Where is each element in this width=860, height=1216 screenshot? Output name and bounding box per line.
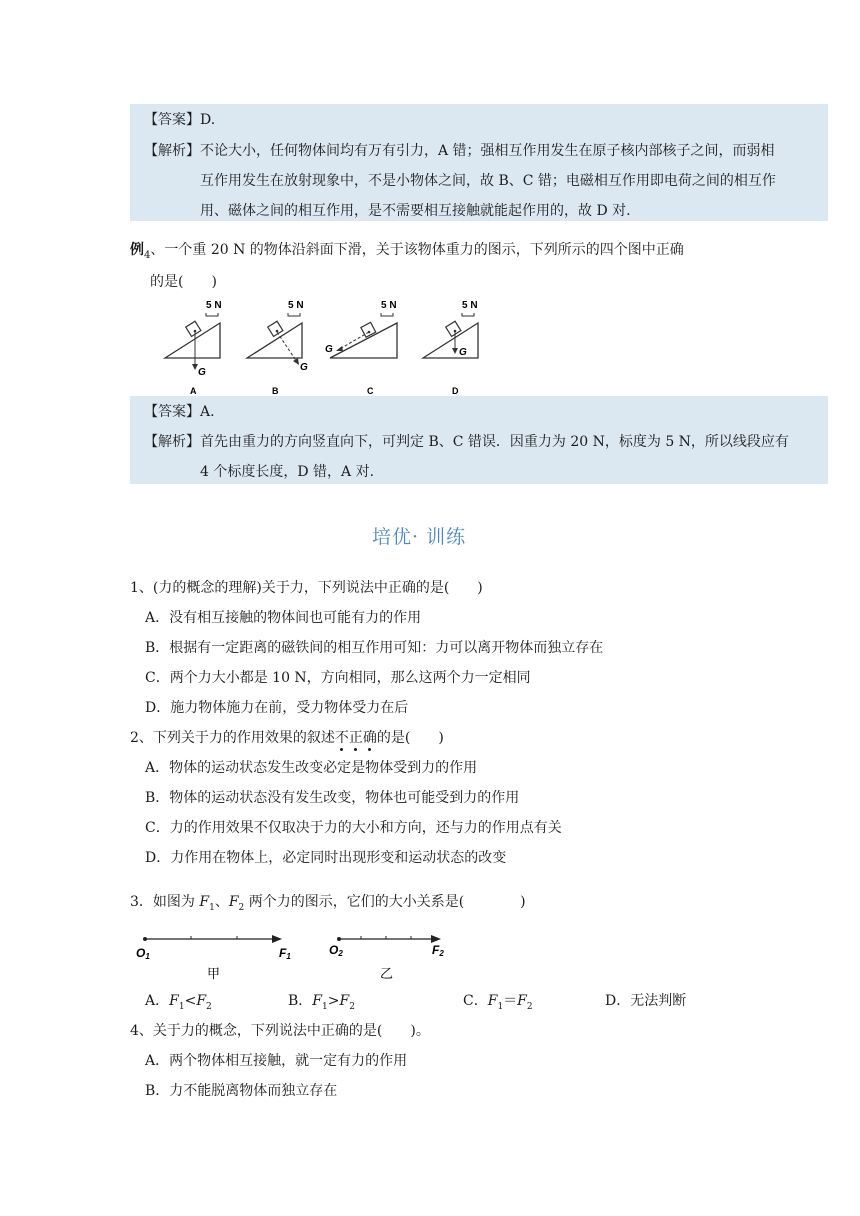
figure-caption: 甲 bbox=[207, 966, 221, 981]
example-stem-text: 、一个重 20 N 的物体沿斜面下滑，关于该物体重力的图示，下列所示的四个图中正确 bbox=[150, 242, 684, 258]
emphasis-char: 确 bbox=[362, 730, 377, 746]
gravity-arrow bbox=[338, 332, 369, 350]
force-symbol: F bbox=[312, 993, 323, 1009]
origin-label: O2 bbox=[329, 943, 343, 958]
answer-line: 【答案】D. bbox=[144, 112, 216, 128]
question-3-text: 两个力的图示，它们的大小关系是( ) bbox=[244, 894, 526, 910]
force-label: G bbox=[325, 344, 333, 355]
analysis-line: 互作用发生在放射现象中，不是小物体之间，故 B、C 错；电磁相互作用即电荷之间的相互作 bbox=[200, 173, 776, 189]
block bbox=[446, 321, 461, 336]
question-3-text: 3．如图为 bbox=[130, 894, 200, 910]
force-subscript: 2 bbox=[526, 1001, 533, 1012]
question-3-option-a bbox=[145, 990, 212, 1012]
block bbox=[186, 321, 201, 336]
question-2-option: C．力的作用效果不仅取决于力的大小和方向，还与力的作用点有关 bbox=[145, 820, 562, 836]
scale-label: 5 N bbox=[381, 300, 397, 311]
option-prefix: B． bbox=[288, 993, 313, 1009]
scale-bracket bbox=[381, 313, 393, 316]
force-subscript: 2 bbox=[238, 902, 245, 913]
option-text: 无法判断 bbox=[630, 993, 687, 1009]
question-1-stem: 1、(力的概念的理解)关于力，下列说法中正确的是( ) bbox=[130, 580, 483, 596]
force-symbol: F bbox=[228, 894, 239, 910]
force-label: G bbox=[459, 347, 467, 358]
emphasis-char: 正 bbox=[348, 730, 363, 746]
analysis-line: 首先由重力的方向竖直向下，可判定 B、C 错误．因重力为 20 N，标度为 5 N，所以线段应有 bbox=[200, 434, 789, 450]
option-prefix: D． bbox=[605, 993, 631, 1009]
option-prefix: A． bbox=[145, 993, 170, 1009]
force-subscript: 1 bbox=[209, 902, 215, 913]
question-2-option: D．力作用在物体上，必定同时出现形变和运动状态的改变 bbox=[145, 850, 507, 866]
scale-label: 5 N bbox=[206, 300, 222, 311]
example-4-stem bbox=[130, 239, 684, 261]
question-1-option: C．两个力大小都是 10 N，方向相同，那么这两个力一定相同 bbox=[145, 670, 531, 686]
end-label: F1 bbox=[279, 946, 291, 961]
question-2-option: B．物体的运动状态没有发生改变，物体也可能受到力的作用 bbox=[145, 790, 520, 806]
force-diagram-jia bbox=[136, 935, 291, 981]
question-1-option: D．施力物体施力在前，受力物体受力在后 bbox=[145, 700, 409, 716]
figure-caption: 乙 bbox=[380, 966, 394, 981]
scale-bracket bbox=[206, 313, 218, 316]
scale-label: 5 N bbox=[462, 300, 478, 311]
incline-figures bbox=[150, 292, 500, 397]
answer-line: 【答案】A. bbox=[144, 404, 215, 420]
question-3-option-d bbox=[605, 990, 686, 1010]
force-symbol: F bbox=[517, 993, 527, 1009]
question-2-option: A．物体的运动状态发生改变必定是物体受到力的作用 bbox=[145, 760, 478, 776]
force-symbol: F bbox=[196, 993, 207, 1009]
analysis-label: 【解析】 bbox=[144, 143, 200, 159]
figure-d bbox=[423, 300, 478, 396]
separator: 、 bbox=[214, 894, 229, 910]
figure-a bbox=[165, 300, 222, 396]
option-prefix: C． bbox=[463, 993, 488, 1009]
analysis-line: 4 个标度长度，D 错，A 对. bbox=[200, 464, 375, 480]
force-diagram-yi bbox=[329, 935, 444, 981]
force-label: G bbox=[300, 362, 308, 373]
figure-caption: A bbox=[190, 386, 197, 396]
force-subscript: 2 bbox=[349, 1001, 355, 1012]
section-title: 培优· 训练 bbox=[372, 526, 467, 548]
operator: < bbox=[184, 993, 197, 1009]
operator: ＝ bbox=[503, 993, 518, 1009]
figure-c bbox=[325, 300, 397, 396]
question-4-stem: 4、关于力的概念，下列说法中正确的是( )。 bbox=[130, 1023, 430, 1039]
scale-bracket bbox=[462, 313, 474, 316]
figure-caption: C bbox=[367, 386, 374, 396]
question-1-option: B．根据有一定距离的磁铁间的相互作用可知：力可以离开物体而独立存在 bbox=[145, 640, 604, 656]
question-3-option-c bbox=[463, 990, 533, 1012]
analysis-line: 用、磁体之间的相互作用，是不需要相互接触就能起作用的，故 D 对. bbox=[200, 203, 631, 219]
example-label: 例 bbox=[130, 242, 144, 258]
question-4-option: B．力不能脱离物体而独立存在 bbox=[145, 1083, 338, 1099]
answer-box-1 bbox=[130, 104, 828, 221]
example-4-stem-line2: 的是( ) bbox=[150, 274, 217, 290]
question-4-option: A．两个物体相互接触，就一定有力的作用 bbox=[145, 1053, 408, 1069]
force-subscript: 1 bbox=[497, 1001, 504, 1012]
end-label: F2 bbox=[432, 943, 444, 958]
analysis-label: 【解析】 bbox=[144, 434, 200, 450]
force-label: G bbox=[198, 367, 206, 378]
answer-box-2 bbox=[130, 396, 828, 484]
force-symbol: F bbox=[339, 993, 350, 1009]
question-2-stem-start: 2、下列关于力的作用效果的叙述 bbox=[130, 730, 335, 746]
force-diagrams bbox=[130, 926, 460, 986]
question-2-stem-end: 的是( ) bbox=[376, 730, 444, 746]
question-2-stem bbox=[130, 727, 444, 747]
figure-caption: D bbox=[452, 386, 459, 396]
scale-label: 5 N bbox=[288, 300, 304, 311]
figure-b bbox=[247, 300, 308, 396]
figure-caption: B bbox=[272, 386, 279, 396]
scale-bracket bbox=[288, 313, 300, 316]
emphasis-char: 不 bbox=[334, 730, 349, 746]
operator: > bbox=[327, 993, 340, 1009]
question-1-option: A．没有相互接触的物体间也可能有力的作用 bbox=[145, 610, 422, 626]
question-3-option-b bbox=[288, 990, 355, 1012]
block bbox=[268, 321, 283, 336]
example-number: 4 bbox=[144, 249, 151, 261]
force-subscript: 2 bbox=[206, 1001, 212, 1012]
origin-label: O1 bbox=[136, 946, 150, 961]
question-3-stem bbox=[130, 891, 526, 913]
force-symbol: F bbox=[169, 993, 179, 1009]
force-subscript: 1 bbox=[178, 1001, 185, 1012]
force-symbol: F bbox=[487, 993, 498, 1009]
force-subscript: 1 bbox=[322, 1001, 328, 1012]
analysis-line: 不论大小，任何物体间均有万有引力，A 错；强相互作用发生在原子核内部核子之间，而弱相 bbox=[200, 143, 775, 159]
force-symbol: F bbox=[199, 894, 210, 910]
